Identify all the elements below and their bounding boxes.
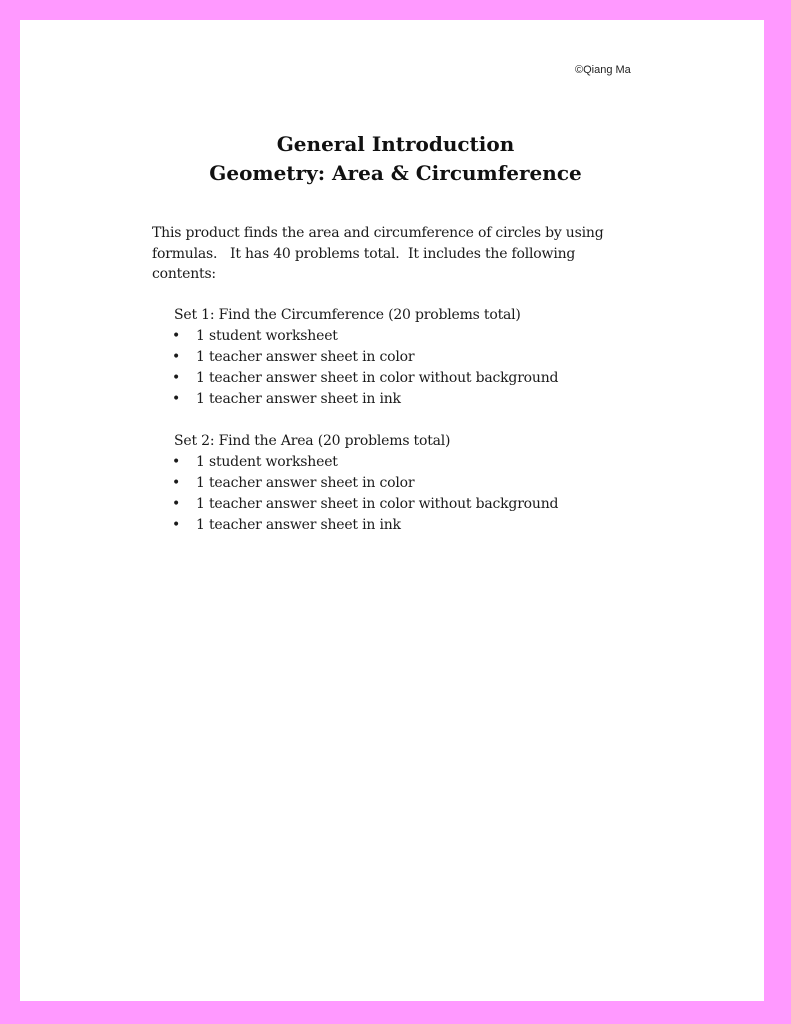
bullet-icon: •: [172, 454, 181, 470]
intro-line: This product finds the area and circumference of circles by using: [152, 225, 604, 241]
bullet-icon: •: [172, 496, 181, 512]
set-items-list: [174, 326, 558, 410]
list-item: [174, 326, 558, 347]
bullet-icon: •: [172, 517, 181, 533]
intro-line: formulas. It has 40 problems total. It includes the following: [152, 245, 576, 262]
list-item-text: 1 teacher answer sheet in color: [196, 475, 415, 491]
copyright-notice: ©Qiang Ma: [575, 64, 631, 76]
intro-line: contents:: [152, 266, 216, 282]
bullet-icon: •: [172, 475, 181, 491]
list-item-text: 1 teacher answer sheet in ink: [196, 517, 401, 533]
set-heading: Set 1: Find the Circumference (20 problems total): [174, 307, 521, 323]
list-item-text: 1 teacher answer sheet in ink: [196, 391, 401, 407]
set-2-section: [174, 431, 558, 536]
bullet-icon: •: [172, 328, 181, 344]
intro-paragraph: [152, 223, 632, 285]
set-heading: Set 2: Find the Area (20 problems total): [174, 433, 451, 449]
list-item: [174, 368, 558, 389]
bullet-icon: •: [172, 391, 181, 407]
list-item: [174, 452, 558, 473]
list-item: [174, 473, 558, 494]
document-subtitle: Geometry: Area & Circumference: [209, 161, 582, 185]
set-1-section: [174, 305, 558, 410]
list-item: [174, 515, 558, 536]
list-item-text: 1 student worksheet: [196, 454, 338, 470]
bullet-icon: •: [172, 349, 181, 365]
list-item: [174, 389, 558, 410]
document-title: General Introduction: [276, 132, 515, 156]
bullet-icon: •: [172, 370, 181, 386]
list-item-text: 1 teacher answer sheet in color without background: [196, 496, 559, 512]
set-items-list: [174, 452, 558, 536]
list-item-text: 1 teacher answer sheet in color without background: [196, 370, 559, 386]
list-item-text: 1 student worksheet: [196, 328, 338, 344]
list-item: [174, 347, 558, 368]
list-item: [174, 494, 558, 515]
list-item-text: 1 teacher answer sheet in color: [196, 349, 415, 365]
